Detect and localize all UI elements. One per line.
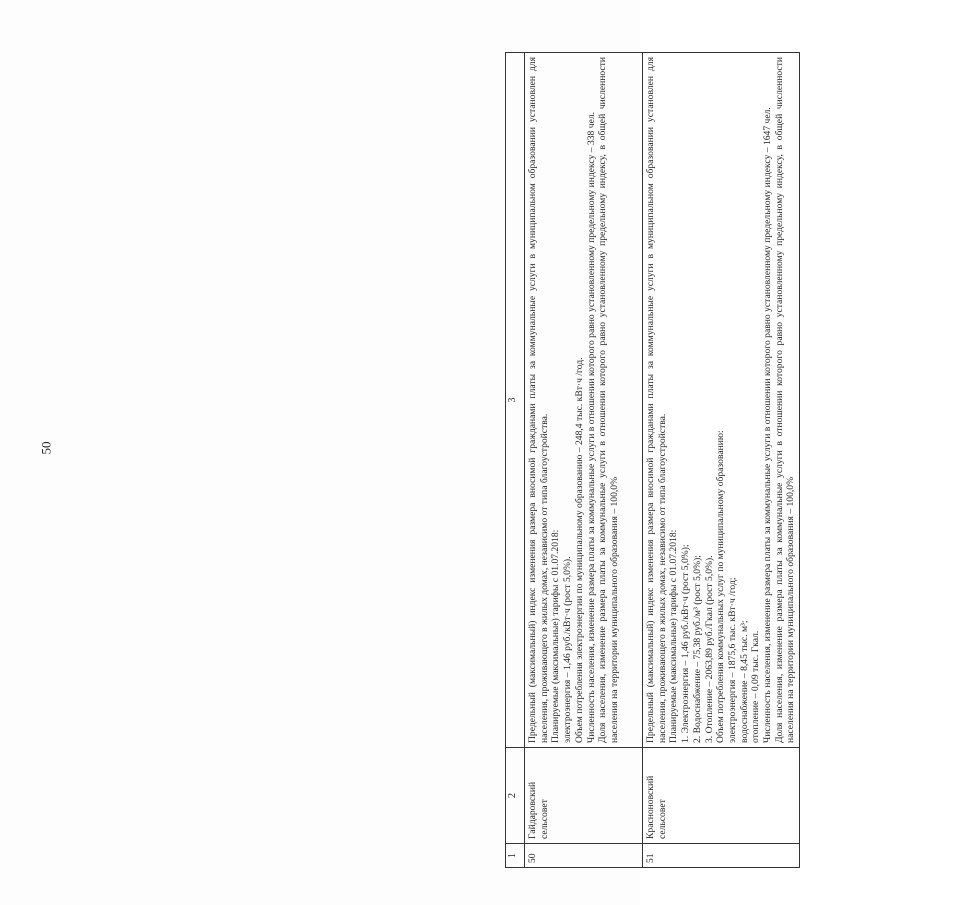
- municipality-name: Красноновский сельсовет: [643, 748, 800, 844]
- rotated-table-sheet: [505, 53, 960, 868]
- description-line: водоснабжение – 8,45 тыс. м³;: [738, 620, 750, 743]
- page-number: 50: [38, 441, 54, 455]
- description-cell: [643, 53, 800, 748]
- municipality-name: Гайдаровский сельсовет: [525, 748, 643, 844]
- description-line: Предельный (максимальный) индекс изменения размера вносимой гражданами платы за коммунальные услуги в муниципальном образовании установлен для населения, проживающего в жилых домах, независимо от типа благоустройства.: [527, 57, 550, 743]
- header-cell: 1: [506, 844, 525, 868]
- description-line: электроэнергия – 1875,6 тыс. кВт·ч /год;: [726, 577, 738, 743]
- description-cell: [525, 53, 643, 748]
- description-line: Предельный (максимальный) индекс изменения размера вносимой гражданами платы за коммунальные услуги в муниципальном образовании установлен для населения, проживающего в жилых домах, независимо от типа благоустройства.: [645, 57, 668, 743]
- table-row: [525, 53, 643, 868]
- tariff-table: [505, 52, 800, 868]
- description-line: Доля населения, изменение размера платы за коммунальные услуги в отношении которого равно установленному предельному индексу, в общей численности населения на территории муниципального образования – 100,0%: [773, 57, 797, 743]
- description-line: Планируемые (максимальные) тарифы с 01.07.2018:: [668, 529, 680, 743]
- description-line: Численность населения, изменение размера платы за коммунальные услуги в отношении которого равно установленному предельному индексу – 1647 чел.: [762, 107, 774, 743]
- description-line: Объем потребления коммунальных услуг по муниципальному образованию:: [715, 430, 727, 743]
- description-line: электроэнергия – 1,46 руб./кВт·ч (рост 5,0%).: [562, 556, 574, 743]
- description-line: Планируемые (максимальные) тарифы с 01.07.2018:: [550, 529, 562, 743]
- header-cell: 3: [506, 53, 525, 748]
- description-line: Численность населения, изменение размера платы за коммунальные услуги в отношении которого равно установленному предельному индексу – 338 чел.: [585, 111, 597, 743]
- table-header-row: [506, 53, 525, 868]
- table-row: [643, 53, 800, 868]
- description-line: 1. Электроэнергия – 1,46 руб./кВт·ч (рост 5,0%);: [680, 544, 692, 743]
- header-cell: 2: [506, 748, 525, 844]
- description-line: Доля населения, изменение размера платы за коммунальные услуги в отношении которого равно установленному предельному индексу, в общей численности населения на территории муниципального образования – 100,0%: [597, 57, 620, 743]
- row-number: 51: [643, 844, 800, 868]
- description-line: Объем потребления электроэнергии по муниципальному образованию – 248,4 тыс. кВт·ч /год.: [573, 357, 585, 743]
- description-line: отопление – 0,09 тыс. Гкал.: [750, 630, 762, 743]
- description-line: 2. Водоснабжение – 75,38 руб./м³ (рост 5,0%);: [691, 555, 703, 743]
- row-number: 50: [525, 844, 643, 868]
- description-line: 3. Отопление – 2063,89 руб./Гкал (рост 5,0%).: [703, 555, 715, 743]
